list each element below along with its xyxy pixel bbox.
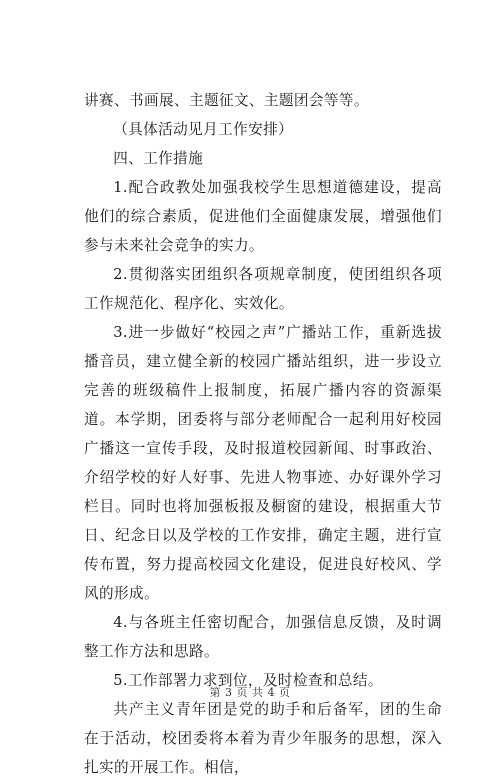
paragraph-measure-4: 4.与各班主任密切配合，加强信息反馈，及时调整工作方法和思路。 bbox=[84, 614, 442, 660]
paragraph-measure-1: 1.配合政教处加强我校学生思想道德建设，提高他们的综合素质，促进他们全面健康发展，增强他们参与未来社会竞争的实力。 bbox=[84, 179, 442, 254]
paragraph-activity-note: （具体活动见月工作安排） bbox=[113, 121, 294, 138]
paragraph-measure-5: 5.工作部署力求到位，及时检查和总结。 bbox=[113, 672, 383, 689]
paragraph-measure-2: 2.贯彻落实团组织各项规章制度，使团组织各项工作规范化、程序化、实效化。 bbox=[84, 266, 442, 312]
page-footer bbox=[0, 684, 500, 700]
paragraph-measure-3: 3.进一步做好“校园之声”广播站工作，重新选拔播音员，建立健全新的校园广播站组织，进一步设立完善的班级稿件上报制度，拓展广播内容的资源渠道。本学期，团委将与部分老师配合一起利用好校园广播这一宣传手段，及时报道校园新闻、时事政治、介绍学校的好人好事、先进人物事迹、办好课外学习栏目。同时也将加强板报及橱窗的建设，根据重大节日、纪念日以及学校的工作安排，确定主题，进行宣传布置，努力提高校园文化建设，促进良好校风、学风的形成。 bbox=[84, 324, 442, 602]
paragraph-conclusion: 共产主义青年团是党的助手和后备军，团的生命在于活动，校团委将本着为青少年服务的思想，深入扎实的开展工作。相信， bbox=[84, 701, 442, 776]
paragraph-activities-tail: 讲赛、书画展、主题征文、主题团会等等。 bbox=[84, 92, 369, 109]
section-heading-measures: 四、工作措施 bbox=[113, 150, 204, 167]
page-number-label: 第 3 页 共 4 页 bbox=[209, 686, 291, 699]
document-body bbox=[84, 86, 442, 782]
